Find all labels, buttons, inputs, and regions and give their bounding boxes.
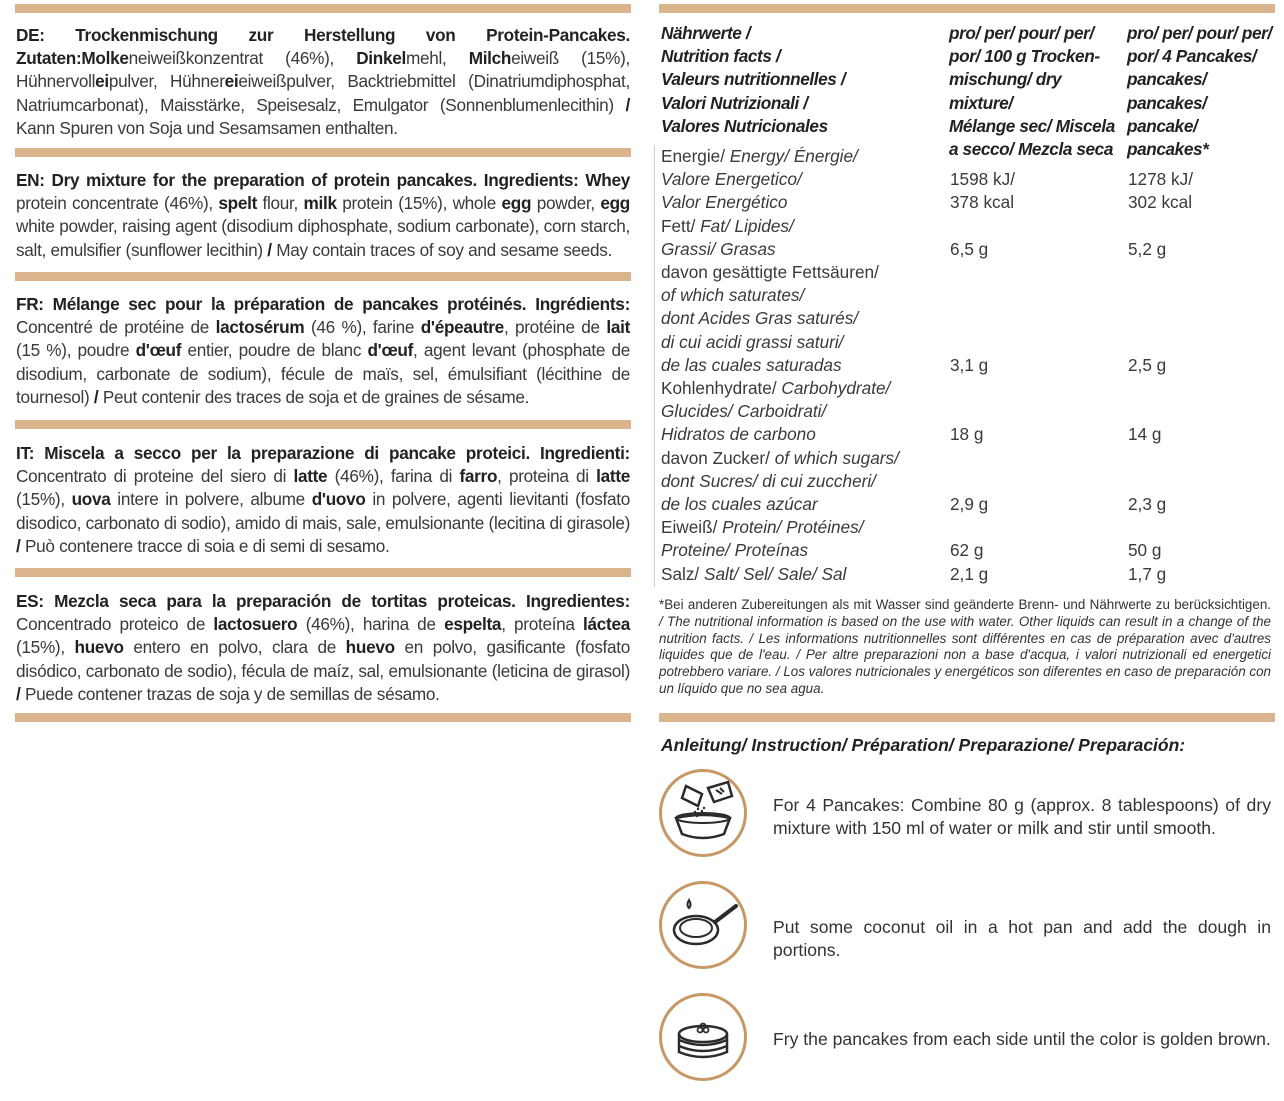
- ingredient-text: entero en polvo, clara de: [123, 637, 346, 658]
- allergen-text: Molke: [81, 48, 129, 69]
- nutrient-label-line: [661, 215, 946, 238]
- allergen-text: /: [16, 683, 21, 704]
- nutrient-label-de: davon Zucker/: [661, 447, 770, 468]
- allergen-text: Dinkel: [356, 48, 406, 69]
- nutrient-label-de: davon gesättigte Fettsäuren/: [661, 262, 879, 282]
- ingredient-text: Peut contenir des traces de soja et de graines de sésame.: [98, 386, 530, 407]
- nutrient-label-line: [661, 261, 946, 284]
- value-line: 50 g: [1128, 540, 1162, 561]
- value-per-4-pancakes: [1128, 423, 1278, 446]
- nutrition-header-col1: [949, 22, 1125, 161]
- divider-bar: [15, 713, 631, 722]
- header-line: Nutrition facts /: [661, 46, 781, 67]
- allergen-text: spelt: [218, 193, 257, 214]
- divider-bar: [15, 4, 631, 13]
- allergen-text: lait: [606, 317, 631, 338]
- nutrient-label-de: Kohlenhydrate/: [661, 378, 777, 398]
- divider-bar: [15, 148, 631, 157]
- header-line: pro/ per/ pour/ per/: [949, 23, 1094, 43]
- ingredient-text: protein concentrate (46%),: [16, 193, 219, 214]
- footnote-de: *Bei anderen Zubereitungen als mit Wasser sind geänderte Brenn- und Nährwerte zu berücksichtigen.: [659, 597, 1271, 612]
- nutrient-label-line: [661, 377, 946, 400]
- value-line: 62 g: [950, 540, 984, 561]
- ingredient-text: (15 %), poudre: [16, 340, 136, 361]
- allergen-text: /: [267, 239, 272, 260]
- value-line: 1,7 g: [1128, 563, 1167, 584]
- value-per-4-pancakes: [1128, 354, 1278, 377]
- nutrient-label-translations: Carbohydrate/: [776, 378, 891, 398]
- value-per-100g: [950, 493, 1120, 516]
- ingredients-heading: DE: Trockenmischung zur Herstellung von Protein-Pancakes. Zutaten:: [16, 25, 630, 69]
- value-line: 1278 kJ/: [1128, 169, 1193, 190]
- ingredient-text: entier, poudre de blanc: [181, 340, 368, 361]
- value-line: 2,9 g: [950, 493, 989, 514]
- allergen-text: lactosuero: [213, 614, 298, 635]
- ingredient-text: Concentrado proteico de: [16, 614, 214, 635]
- value-per-100g: [950, 563, 1120, 586]
- value-per-4-pancakes: [1128, 238, 1278, 261]
- header-line: pancakes/: [1127, 69, 1207, 90]
- value-per-100g: [950, 168, 1120, 214]
- allergen-text: egg: [501, 193, 532, 214]
- ingredient-text: May contain traces of soy and sesame seeds.: [271, 239, 613, 260]
- footnote-translations: / The nutritional information is based on the use with water. Other liquids can result in a change of the nutrition facts. / Les informations nutritionnelles sont différentes en cas de préparation avec d'autres liquides que de l'eau. / Per altre preparazioni non a base d'acqua, i valori nutrizionali ed energetici potrebbero variare. / Los valores nutricionales y energéticos son diferentes en caso de preparación con un líquido que no sea agua.: [659, 613, 1271, 696]
- step-2-text: Put some coconut oil in a hot pan and add the dough in portions.: [773, 917, 1271, 960]
- nutrient-label: [661, 563, 946, 586]
- nutrient-label-line: Glucides/ Carboidrati/: [661, 401, 827, 422]
- allergen-text: Milch: [468, 48, 512, 69]
- value-line: 14 g: [1128, 424, 1162, 445]
- ingredient-text: (46 %), farine: [304, 317, 421, 338]
- nutrient-label: [661, 516, 946, 562]
- header-line: Nährwerte /: [661, 23, 751, 43]
- ingredient-text: (46%), harina de: [297, 614, 445, 635]
- allergen-text: /: [16, 535, 21, 556]
- divider-bar: [659, 713, 1275, 722]
- allergen-text: huevo: [74, 637, 124, 658]
- nutrient-label-line: Grassi/ Grasas: [661, 238, 776, 259]
- value-line: 6,5 g: [950, 238, 989, 259]
- ingredient-text: , proteina di: [497, 466, 597, 487]
- allergen-text: /: [93, 386, 99, 407]
- allergen-text: d'épeautre: [420, 317, 504, 338]
- allergen-text: milk: [303, 193, 337, 214]
- header-line: Valeurs nutritionnelles /: [661, 69, 846, 90]
- nutrient-label: [661, 261, 946, 377]
- allergen-text: Whey: [578, 170, 630, 190]
- value-line: 5,2 g: [1128, 238, 1167, 259]
- instructions-title: Anleitung/ Instruction/ Préparation/ Preparazione/ Preparación:: [661, 735, 1186, 755]
- step-3-text: Fry the pancakes from each side until the color is golden brown.: [773, 1029, 1271, 1049]
- divider-bar: [15, 568, 631, 577]
- nutrient-label-de: Energie/: [661, 146, 726, 166]
- header-line: Valori Nutrizionali /: [661, 92, 808, 113]
- value-per-100g: [950, 238, 1120, 261]
- header-line: pancakes*: [1127, 139, 1209, 160]
- value-line: 2,5 g: [1128, 354, 1167, 375]
- nutrient-label: [661, 215, 946, 261]
- ingredients-en: [16, 169, 630, 262]
- ingredient-text: eiweißpulver, Backtriebmittel (Dinatriumdiphosphat, Natriumcarbonat), Maisstärke, Speisesalz, Emulgator (Sonnenblumenlecithin): [16, 71, 631, 115]
- ingredient-text: (15%),: [16, 637, 75, 658]
- ingredient-text: eiweiß (15%), Hühnervoll: [16, 48, 630, 92]
- ingredients-heading: EN: Dry mixture for the preparation of protein pancakes. Ingredients:: [16, 170, 579, 190]
- nutrient-label-line: de las cuales saturadas: [661, 354, 842, 375]
- header-line: mischung/ dry mixture/: [949, 69, 1062, 113]
- allergen-text: ei: [224, 71, 239, 92]
- nutrient-label-line: dont Sucres/ di cui zuccheri/: [661, 470, 876, 491]
- ingredient-text: (46%), farina di: [327, 466, 460, 487]
- nutrient-label-line: [661, 145, 946, 168]
- ingredient-text: Kann Spuren von Soja und Sesamsamen enthalten.: [16, 117, 398, 138]
- header-line: pro/ per/ pour/ per/: [1127, 23, 1272, 43]
- nutrient-label-line: Valor Energético: [661, 192, 788, 213]
- nutrient-label-line: de los cuales azúcar: [661, 494, 818, 514]
- value-per-100g: [950, 423, 1120, 446]
- header-line: pancakes/ pancake/: [1127, 92, 1207, 136]
- ingredient-text: , protéine de: [503, 317, 607, 338]
- ingredients-fr: [16, 293, 630, 409]
- nutrient-label-line: [661, 447, 946, 470]
- nutrient-label-translations: Fat/ Lipides/: [695, 215, 794, 236]
- allergen-text: d'œuf: [135, 340, 182, 361]
- nutrient-label-line: of which saturates/: [661, 285, 805, 306]
- ingredient-text: Puede contener trazas de soja y de semillas de sésamo.: [20, 683, 440, 704]
- divider-bar: [15, 272, 631, 281]
- header-line: por/ 4 Pancakes/: [1127, 46, 1257, 67]
- allergen-text: /: [625, 94, 630, 115]
- allergen-text: láctea: [583, 614, 630, 635]
- nutrient-label-translations: Protein/ Protéines/: [717, 517, 864, 538]
- ingredient-text: flour,: [257, 193, 304, 214]
- ingredient-text: , agent levant (phosphate de disodium, carbonate de sodium), fécule de maïs, sel, émulsifiant (lécithine de tournesol): [16, 340, 630, 407]
- ingredient-text: mehl,: [405, 48, 469, 69]
- allergen-text: ei: [95, 71, 109, 92]
- nutrient-label-line: Valore Energetico/: [661, 169, 802, 190]
- frying-pan-icon: [659, 881, 747, 969]
- mixing-bowl-icon: [659, 769, 747, 857]
- ingredient-text: Concentré de protéine de: [16, 317, 216, 338]
- ingredients-it: [16, 442, 630, 558]
- value-per-100g: [950, 354, 1120, 377]
- nutrient-label-translations: Energy/ Énergie/: [725, 146, 858, 166]
- step-1-text: For 4 Pancakes: Combine 80 g (approx. 8 tablespoons) of dry mixture with 150 ml of water or milk and stir until smooth.: [773, 795, 1271, 838]
- value-per-100g: [950, 539, 1120, 562]
- nutrient-label-translations: Salt/ Sel/ Sale/ Sal: [699, 563, 847, 584]
- divider-bar: [15, 420, 631, 429]
- header-line: por/ 100 g Trocken-: [949, 46, 1100, 67]
- value-line: 2,1 g: [950, 563, 989, 584]
- ingredient-text: protein (15%), whole: [336, 193, 502, 214]
- ingredient-text: white powder, raising agent (disodium diphosphate, sodium carbonate), corn starch, salt, emulsifier (sunflower lecithin): [16, 216, 630, 260]
- ingredients-es: [16, 590, 630, 706]
- nutrient-label-line: [661, 516, 946, 539]
- value-per-4-pancakes: [1128, 563, 1278, 586]
- value-line: 1598 kJ/: [950, 169, 1015, 190]
- ingredients-heading: IT: Miscela a secco per la preparazione di pancake proteici. Ingredienti:: [16, 443, 630, 463]
- ingredients-heading: ES: Mezcla seca para la preparación de tortitas proteicas. Ingredientes:: [16, 591, 630, 611]
- table-border: [654, 145, 655, 587]
- nutrient-label-line: [661, 563, 946, 586]
- header-line: a secco/ Mezcla seca: [949, 139, 1113, 160]
- nutrient-label-line: Hidratos de carbono: [661, 424, 816, 445]
- divider-bar: [659, 4, 1275, 13]
- allergen-text: espelta: [444, 614, 502, 635]
- value-line: 302 kcal: [1128, 192, 1193, 213]
- nutrient-label: [661, 447, 946, 517]
- value-per-4-pancakes: [1128, 493, 1278, 516]
- allergen-text: farro: [459, 466, 498, 487]
- ingredient-text: , proteína: [501, 614, 584, 635]
- header-line: Valores Nutricionales: [661, 115, 828, 136]
- ingredient-text: Può contenere tracce di soia e di semi di sesamo.: [20, 535, 390, 556]
- allergen-text: huevo: [345, 637, 395, 658]
- allergen-text: latte: [293, 466, 328, 487]
- nutrition-footnote: [659, 597, 1271, 698]
- allergen-text: egg: [600, 193, 630, 214]
- nutrient-label: [661, 145, 946, 215]
- header-line: Mélange sec/ Miscela: [949, 115, 1115, 136]
- value-line: 3,1 g: [950, 354, 989, 375]
- ingredient-text: en polvo, gasificante (fosfato disódico, carbonato de sodio), fécula de maíz, sal, emulsionante (leticina de girasol): [16, 637, 630, 681]
- nutrient-label-line: Proteine/ Proteínas: [661, 540, 809, 561]
- pancake-stack-icon: [659, 993, 747, 1081]
- allergen-text: d'œuf: [367, 340, 413, 361]
- nutrient-label-de: Eiweiß/: [661, 517, 718, 538]
- allergen-text: uova: [71, 489, 111, 510]
- allergen-text: latte: [596, 466, 630, 487]
- nutrient-label-de: Salz/: [661, 563, 700, 584]
- value-line: 18 g: [950, 424, 984, 445]
- nutrient-label-de: Fett/: [661, 215, 696, 236]
- ingredient-text: pulver, Hühner: [108, 71, 225, 92]
- ingredients-de: [16, 24, 630, 140]
- ingredient-text: (15%),: [16, 489, 72, 510]
- ingredients-heading: FR: Mélange sec pour la préparation de pancakes protéinés. Ingrédients:: [16, 294, 630, 314]
- nutrition-header-col2: [1127, 22, 1277, 161]
- value-per-4-pancakes: [1128, 539, 1278, 562]
- allergen-text: lactosérum: [215, 317, 305, 338]
- ingredient-text: powder,: [531, 193, 601, 214]
- ingredient-text: Concentrato di proteine del siero di: [16, 466, 294, 487]
- value-per-4-pancakes: [1128, 168, 1278, 214]
- allergen-text: d'uovo: [311, 489, 366, 510]
- nutrient-label-line: dont Acides Gras saturés/: [661, 308, 859, 329]
- value-line: 378 kcal: [950, 192, 1015, 213]
- ingredient-text: intere in polvere, albume: [110, 489, 312, 510]
- ingredient-text: neiweißkonzentrat (46%),: [128, 48, 357, 69]
- nutrient-label: [661, 377, 946, 447]
- nutrient-label-translations: of which sugars/: [769, 447, 899, 468]
- ingredient-text: in polvere, agenti lievitanti (fosfato disodico, carbonato di sodio), amido di mais, sale, emulsionante (lecitina di girasole): [16, 489, 630, 533]
- value-line: 2,3 g: [1128, 493, 1167, 514]
- nutrition-header-label: [661, 22, 946, 138]
- nutrient-label-line: di cui acidi grassi saturi/: [661, 331, 844, 352]
